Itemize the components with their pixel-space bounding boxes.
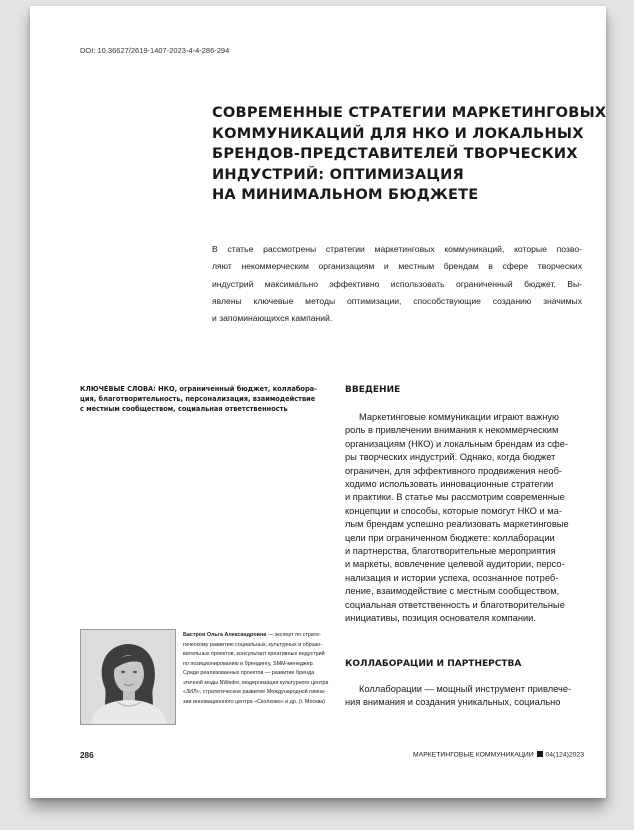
keywords-text: НКО, ограниченный бюджет, коллабора-	[158, 385, 317, 393]
author-bio	[183, 631, 353, 707]
section-heading-collaborations: КОЛЛАБОРАЦИИ И ПАРТНЕРСТВА	[345, 659, 522, 669]
keywords-block	[80, 385, 320, 414]
body-line: роль в привлечении внимания к некоммерческим	[345, 425, 559, 436]
keywords-line: с местным сообществом, социальная ответственность	[80, 404, 288, 413]
author-photo	[80, 629, 176, 725]
bio-line: по позиционированию и брендингу, SMM-менеджер.	[183, 660, 315, 667]
abstract	[212, 241, 582, 327]
abstract-line: В статье рассмотрены стратегии маркетинговых коммуникаций, которые позво-	[212, 244, 582, 254]
collab-paragraph	[345, 683, 590, 710]
keywords-line: ция, благотворительность, персонализация, взаимодействие	[80, 394, 316, 403]
keywords-label: КЛЮЧЕВЫЕ СЛОВА:	[80, 385, 156, 393]
bio-line	[183, 631, 353, 641]
body-line: и практики. В статье мы рассмотрим современные	[345, 492, 565, 503]
body-line: и партнерства, благотворительные мероприятия	[345, 546, 556, 557]
intro-paragraph	[345, 411, 590, 626]
bio-line: вательных проектов, консультант креативных индустрий	[183, 651, 325, 657]
body-line: концепции и способы, которые помогут НКО и ма-	[345, 505, 562, 516]
abstract-line: индустрий максимально эффективно использовать ограниченный бюджет. Вы-	[212, 278, 582, 289]
title-line: ИНДУСТРИЙ: ОПТИМИЗАЦИЯ	[212, 165, 464, 183]
body-line: ление, взаимодействие с местным сообществом,	[345, 586, 560, 597]
body-line: организациям (НКО) и локальным брендам из сфе-	[345, 438, 568, 449]
journal-issue: 04(124)2023	[545, 751, 584, 759]
body-line: ры творческих индустрий. Однако, когда бюджет	[345, 452, 556, 463]
doi-line: DOI: 10.36627/2619-1407-2023-4-4-286-294	[80, 46, 230, 55]
body-line: лым брендам успешно реализовать маркетинговые	[345, 519, 569, 530]
author-name: Бастрон Ольга Александровна	[183, 632, 267, 638]
square-separator-icon	[537, 751, 543, 757]
body-line: цели при ограниченном бюджете: коллаборации	[345, 532, 555, 543]
body-line: нализация и истории успеха, осознанное потреб-	[345, 572, 559, 583]
article-title	[212, 103, 607, 206]
title-line: КОММУНИКАЦИЙ ДЛЯ НКО И ЛОКАЛЬНЫХ	[212, 124, 584, 142]
title-line: БРЕНДОВ-ПРЕДСТАВИТЕЛЕЙ ТВОРЧЕСКИХ	[212, 145, 578, 162]
body-line: социальная ответственность и благотворительные	[345, 599, 565, 610]
abstract-line: и запоминающихся кампаний.	[212, 313, 333, 324]
title-line: НА МИНИМАЛЬНОМ БЮДЖЕТЕ	[212, 186, 479, 203]
bio-line: зии инновационного центра «Сколково» и др. (г. Москва)	[183, 698, 326, 705]
journal-footer	[413, 751, 584, 759]
page-number: 286	[80, 751, 94, 760]
bio-line: этичной моды NWedre, модернизация культурного центра	[183, 679, 329, 686]
body-line: и маркеты, вовлечение целевой аудитории, персо-	[345, 559, 565, 570]
author-portrait-icon	[81, 630, 175, 724]
keywords-line	[80, 385, 320, 395]
section-heading-intro: ВВЕДЕНИЕ	[345, 385, 401, 395]
abstract-line: ляют некоммерческим организациям и местным брендам в сфере творческих	[212, 261, 582, 272]
bio-line: «ЗИЛ», стратегическое развитие Международной гимна-	[183, 689, 326, 695]
bio-line: гическому развитию социальных, культурных и образо-	[183, 641, 322, 648]
body-line: ограничен, для эффективного продвижения необ-	[345, 465, 562, 476]
title-line: СОВРЕМЕННЫЕ СТРАТЕГИИ МАРКЕТИНГОВЫХ	[212, 104, 607, 121]
journal-name: МАРКЕТИНГОВЫЕ КОММУНИКАЦИИ	[413, 751, 534, 759]
journal-page	[30, 6, 606, 798]
body-line: Коллаборации — мощный инструмент привлече-	[359, 684, 572, 694]
body-line: ния внимания и создания уникальных, социально	[345, 697, 561, 708]
body-line: инициативы, позиция основателя компании.	[345, 613, 536, 624]
body-line: Маркетинговые коммуникации играют важную	[359, 412, 559, 422]
bio-line: Среди реализованных проектов — развитие бренда	[183, 670, 315, 676]
bio-line-rest: — эксперт по страте-	[266, 632, 321, 638]
body-line: ходимо использовать инновационные стратегии	[345, 479, 554, 490]
abstract-line: явлены ключевые методы оптимизации, способствующие созданию значимых	[212, 295, 582, 306]
